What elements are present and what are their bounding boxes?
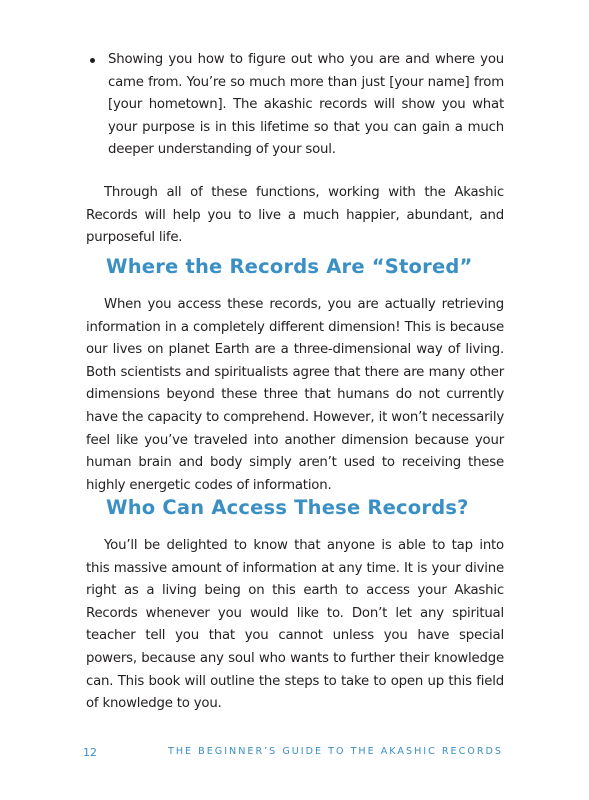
bullet-text: Showing you how to figure out who you are and where you came from. You’re so much more than just [your name] from [your hometown]. The akashic records will show you what your purpose is in this lifetime so that you can gain a much deeper understanding of your soul. <box>108 52 504 158</box>
bullet-list-item <box>86 49 504 162</box>
bullet-dot-icon <box>90 58 95 63</box>
running-title: THE BEGINNER’S GUIDE TO THE AKASHIC RECORDS <box>167 746 503 757</box>
section-heading-stored: Where the Records Are “Stored” <box>106 255 473 278</box>
paragraph-functions: Through all of these functions, working with the Akashic Records will help you to live a much happier, abundant, and purposeful life. <box>86 185 504 246</box>
section-heading-access: Who Can Access These Records? <box>106 496 469 519</box>
paragraph-access: You’ll be delighted to know that anyone is able to tap into this massive amount of information at any time. It is your divine right as a living being on this earth to access your Akashic Records whenever you would like to. Don’t let any spiritual teacher tell you that you cannot unless you have special powers, because any soul who wants to further their knowledge can. This book will outline the steps to take to open up this field of knowledge to you. <box>86 538 504 712</box>
paragraph-stored: When you access these records, you are actually retrieving information in a completely different dimension! This is because our lives on planet Earth are a three-dimensional way of living. Both scientists and spiritualists agree that there are many other dimensions beyond these three that humans do not currently have the capacity to comprehend. However, it won’t necessarily feel like you’ve traveled into another dimension because your human brain and body simply aren’t used to receiving these highly energetic codes of information. <box>86 297 504 493</box>
page-number: 12 <box>83 746 97 759</box>
